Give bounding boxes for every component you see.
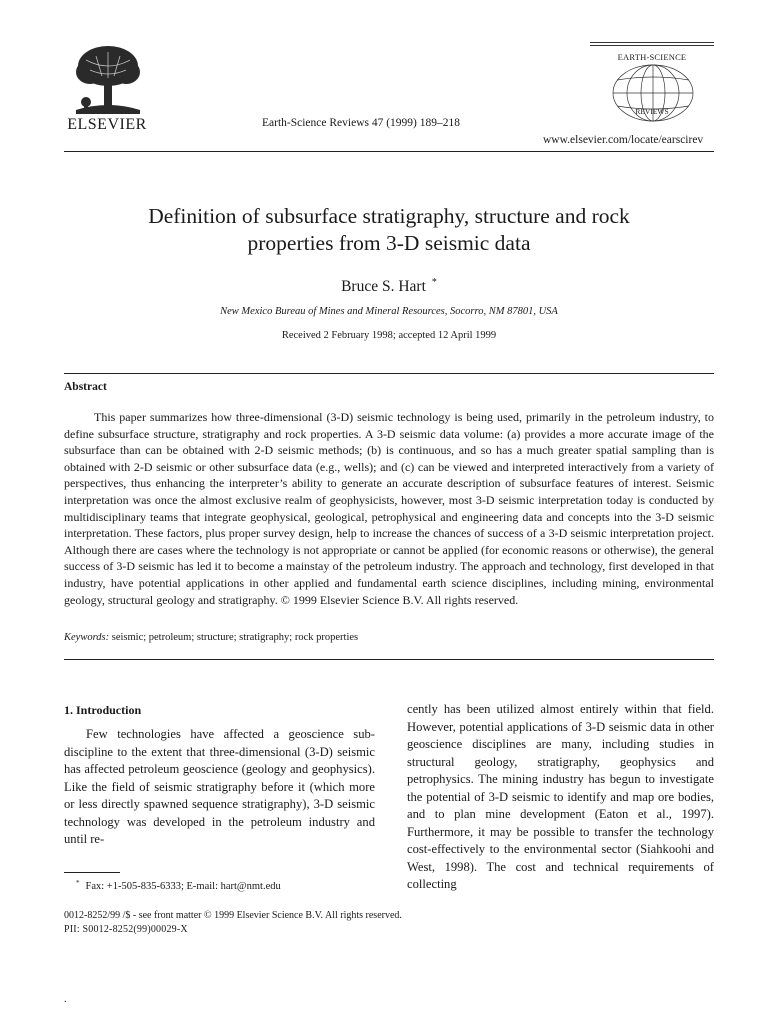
- logo-rule: [590, 45, 714, 46]
- page-mark: .: [64, 994, 67, 1005]
- body-column-right: cently has been utilized almost entirely within that field. However, potential applications of 3-D seismic data in other geoscience disciplines are many, including studies in structural geology, stratigraphy, geophysics and petrophysics. The mining industry has begun to investigate the potential of 3-D seismic to identify and map ore bodies, and to plan mine development (Eaton et al., 1997). Furthermore, it may be possible to transfer the technology cost-effectively to the environmental sector (Siahkoohi and West, 1998). The cost and technical requirements of collecting: [407, 702, 714, 891]
- journal-reference: Earth-Science Reviews 47 (1999) 189–218: [262, 117, 461, 129]
- affiliation: New Mexico Bureau of Mines and Mineral Resources, Socorro, NM 87801, USA: [220, 306, 558, 317]
- footnote: [64, 879, 281, 892]
- publisher-name: ELSEVIER: [67, 116, 147, 133]
- publisher-logo: [64, 42, 152, 134]
- abstract-heading: Abstract: [64, 381, 107, 393]
- header-divider: [64, 151, 714, 152]
- keywords-list: seismic; petroleum; structure; stratigraphy; rock properties: [111, 632, 359, 643]
- abstract-body: This paper summarizes how three-dimensional (3-D) seismic technology is being used, primarily in the petroleum industry, to define subsurface structure, stratigraphy and rock properties. A 3-D seismic data volume: (a) provides a more accurate image of the subsurface than can be obtained with 2-D seismic methods; (b) is continuous, and so has a much greater spatial sampling than is obtained with 2-D seismic or other subsurface data (e.g., wells); and (c) can be viewed and interpreted interactively from a variety of perspectives, thus enhancing the interpreter’s ability to generate an accurate description of subsurface features of interest. Seismic interpretation was once the almost exclusive realm of geophysicists, however, most 3-D seismic interpretation today is conducted by multidisciplinary teams that integrate geophysical, geological, petrophysical and engineering data and concepts into the 3-D seismic interpretation. These factors, plus proper survey design, help to increase the chances of success of a 3-D seismic interpretation project. Although there are cases where the technology is not appropriate or cannot be applied (for economic reasons or otherwise), the general success of 3-D seismic has led it to become a mainstay of the petroleum industry. The approach and technology, first developed in that industry, have potential applications in other applied and fundamental earth science disciplines, including mining, environmental geology, structural geology and stratigraphy. © 1999 Elsevier Science B.V. All rights reserved.: [64, 410, 714, 607]
- article-title-line: properties from 3-D seismic data: [247, 231, 531, 255]
- abstract-bottom-divider: [64, 659, 714, 660]
- keywords-label: Keywords:: [64, 632, 110, 643]
- keywords: [64, 632, 714, 643]
- elsevier-tree-icon: [66, 42, 150, 116]
- footnote-divider: [64, 872, 120, 873]
- footnote-text: Fax: +1-505-835-6333; E-mail: hart@nmt.edu: [85, 881, 281, 892]
- footnote-mark: *: [76, 879, 80, 887]
- logo-rule: [590, 42, 714, 43]
- journal-logo-subtitle: REVIEWS: [635, 107, 669, 116]
- journal-logo: [590, 42, 714, 128]
- author-footnote-mark: *: [431, 277, 437, 288]
- author: [64, 277, 714, 296]
- journal-logo-title: EARTH-SCIENCE: [617, 52, 687, 62]
- pii-line: PII: S0012-8252(99)00029-X: [64, 924, 188, 935]
- copyright-line: 0012-8252/99 /$ - see front matter © 1999 Elsevier Science B.V. All rights reserved.: [64, 910, 402, 921]
- body-column-left: Few technologies have affected a geoscience sub-discipline to the extent that three-dimensional (3-D) seismic has affected petroleum geoscience (geology and geophysics). Like the field of seismic stratigraphy before it (which more or less directly spawned sequence stratigraphy), 3-D seismic technology was developed in the petroleum industry and until re-: [64, 727, 375, 846]
- article-title-line: Definition of subsurface stratigraphy, structure and rock: [148, 204, 630, 228]
- journal-url[interactable]: www.elsevier.com/locate/earscirev: [543, 134, 704, 146]
- author-name: Bruce S. Hart: [341, 278, 426, 295]
- abstract-top-divider: [64, 373, 714, 374]
- section-heading: 1. Introduction: [64, 703, 142, 717]
- received-dates: Received 2 February 1998; accepted 12 April 1999: [281, 330, 497, 341]
- article-title: [64, 203, 714, 257]
